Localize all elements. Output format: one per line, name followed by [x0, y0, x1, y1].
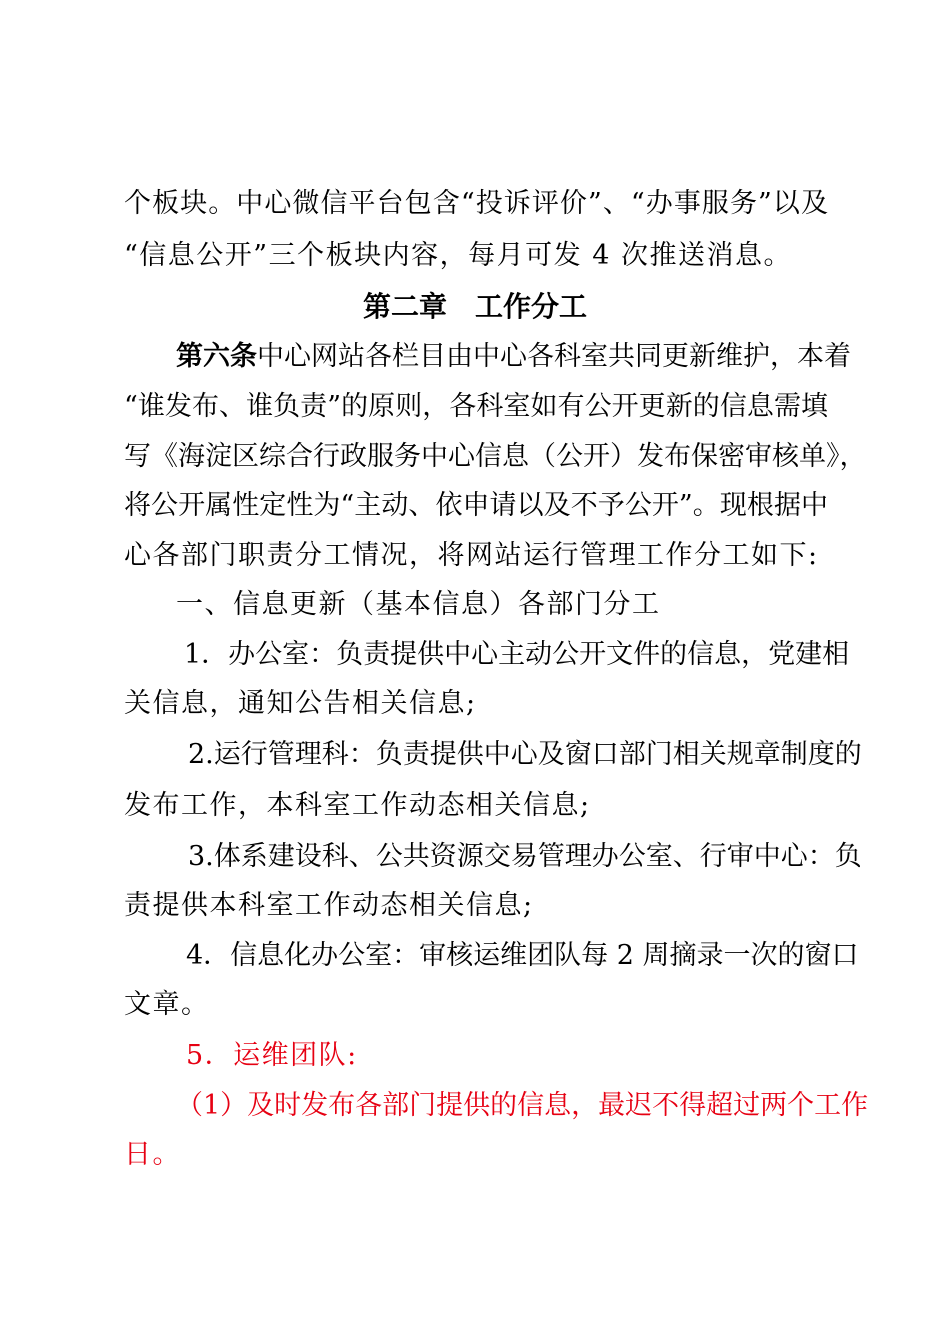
sub-item-1-line-1: （1）及时发布各部门提供的信息，最迟不得超过两个工作	[176, 1090, 869, 1121]
item-1-line-1: 1．办公室：负责提供中心主动公开文件的信息，党建相	[184, 639, 850, 670]
division-heading: 一、信息更新（基本信息）各部门分工	[176, 589, 661, 620]
intro-line-1: 个板块。中心微信平台包含“投诉评价”、“办事服务”以及	[124, 188, 828, 219]
chapter-title: 第二章 工作分工	[362, 290, 587, 323]
article-6-line-4: 将公开属性定性为“主动、依申请以及不予公开”。现根据中	[124, 490, 828, 521]
item-4-line-2: 文章。	[124, 989, 210, 1020]
sub-item-1-line-2: 日。	[124, 1139, 181, 1170]
item-3-line-1: 3.体系建设科、公共资源交易管理办公室、行审中心：负	[188, 841, 862, 872]
item-4-line-1: 4．信息化办公室：审核运维团队每 2 周摘录一次的窗口	[186, 940, 859, 971]
item-5-line-1: 5．运维团队:	[186, 1040, 358, 1071]
article-6-line-3: 写《海淀区综合行政服务中心信息（公开）发布保密审核单》，	[124, 441, 867, 472]
article-6-line-1	[176, 339, 851, 375]
item-1-line-2: 关信息，通知公告相关信息;	[124, 688, 477, 719]
article-6-line-2: “谁发布、谁负责”的原则，各科室如有公开更新的信息需填	[124, 391, 828, 422]
item-3-line-2: 责提供本科室工作动态相关信息;	[124, 890, 534, 921]
item-2-line-1: 2.运行管理科：负责提供中心及窗口部门相关规章制度的	[188, 739, 862, 770]
article-6-line-5: 心各部门职责分工情况，将网站运行管理工作分工如下:	[124, 540, 819, 571]
article-6-text-1: 中心网站各栏目由中心各科室共同更新维护，本着	[257, 341, 851, 372]
article-label: 第六条	[176, 341, 257, 372]
item-2-line-2: 发布工作，本科室工作动态相关信息;	[124, 790, 591, 821]
intro-line-2: “信息公开”三个板块内容，每月可发 4 次推送消息。	[124, 240, 792, 271]
